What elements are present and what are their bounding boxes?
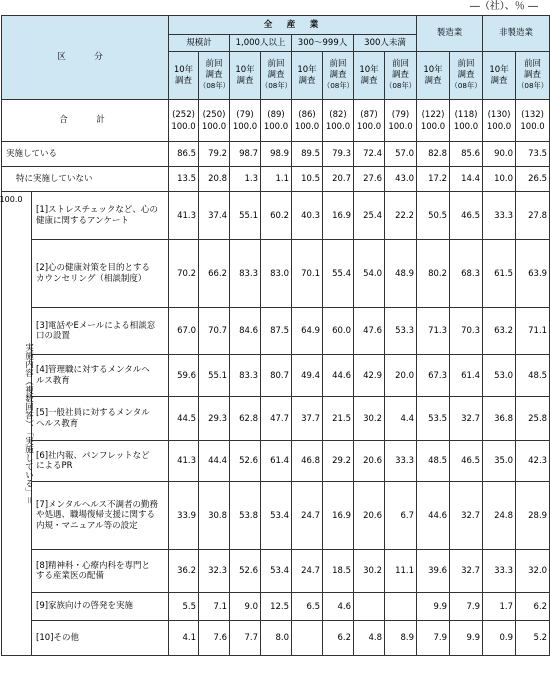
table-row [2, 192, 550, 240]
value-cell: 80.2 [417, 240, 450, 308]
value-cell: 7.9 [450, 593, 483, 621]
total-count: (82) [329, 109, 347, 120]
side-label-value: 100.0 [0, 195, 23, 204]
this-survey-header: 10年 調査 [417, 52, 450, 100]
total-percent: 100.0 [201, 121, 227, 132]
value-cell: 60.2 [261, 192, 292, 240]
value-cell: 24.7 [292, 482, 323, 550]
value-cell: 52.6 [230, 441, 261, 482]
value-cell: 48.5 [417, 441, 450, 482]
value-cell: 55.4 [323, 240, 354, 308]
survey-table [1, 15, 550, 656]
value-cell: 9.9 [450, 621, 483, 656]
value-cell: 44.6 [417, 482, 450, 550]
total-percent: 100.0 [263, 121, 289, 132]
prev-survey-year: （08年） [199, 81, 230, 90]
value-cell: 4.8 [354, 621, 385, 656]
prev-survey-year: （08年） [450, 81, 482, 90]
value-cell: 79.3 [323, 142, 354, 167]
value-cell: 40.3 [292, 192, 323, 240]
value-cell: 20.8 [199, 167, 230, 192]
total-percent: 100.0 [420, 121, 446, 132]
value-cell: 22.2 [385, 192, 417, 240]
total-count: (79) [391, 109, 410, 120]
value-cell: 32.3 [199, 550, 230, 593]
seizougyou-header: 製造業 [417, 16, 483, 52]
this-survey-header: 10年 調査 [354, 52, 385, 100]
value-cell: 71.3 [417, 308, 450, 355]
table-row [2, 167, 550, 192]
value-cell: 63.2 [483, 308, 516, 355]
value-cell: 20.0 [385, 355, 417, 397]
total-row [2, 100, 550, 142]
value-cell: 46.5 [450, 192, 483, 240]
kubun-header: 区 分 [2, 16, 169, 100]
value-cell: 57.0 [385, 142, 417, 167]
total-count: (79) [236, 109, 254, 120]
value-cell: 44.5 [169, 397, 199, 441]
value-cell: 4.4 [385, 397, 417, 441]
value-cell: 72.4 [354, 142, 385, 167]
value-cell: 37.7 [292, 397, 323, 441]
value-cell: 7.1 [199, 593, 230, 621]
value-cell: 85.6 [450, 142, 483, 167]
value-cell: 4.1 [169, 621, 199, 656]
group-header: 300～999人 [292, 35, 354, 52]
table-row [2, 240, 550, 308]
row-label: 特に実施していない [2, 167, 169, 192]
value-cell: 83.3 [230, 240, 261, 308]
value-cell: 53.3 [385, 308, 417, 355]
value-cell: 25.4 [354, 192, 385, 240]
value-cell: 30.2 [354, 397, 385, 441]
group-header: 規模計 [169, 35, 230, 52]
value-cell: 53.5 [417, 397, 450, 441]
total-count: (250) [202, 109, 226, 120]
value-cell: 16.9 [323, 482, 354, 550]
total-count: (122) [421, 109, 445, 120]
value-cell: 87.5 [261, 308, 292, 355]
value-cell: 80.7 [261, 355, 292, 397]
value-cell: 18.5 [323, 550, 354, 593]
total-cell [261, 100, 292, 142]
value-cell: 24.8 [483, 482, 516, 550]
value-cell: 28.9 [516, 482, 550, 550]
value-cell: 83.0 [261, 240, 292, 308]
value-cell: 42.3 [516, 441, 550, 482]
value-cell: 9.0 [230, 593, 261, 621]
value-cell: 73.5 [516, 142, 550, 167]
prev-survey-year: （08年） [261, 81, 292, 90]
item-label: [9]家族向けの啓発を実施 [32, 593, 169, 621]
value-cell: 39.6 [417, 550, 450, 593]
value-cell: 10.5 [292, 167, 323, 192]
value-cell: 33.9 [169, 482, 199, 550]
total-cell [516, 100, 550, 142]
side-label-text: 実施内容（複数回答）、「実施している」＝ [23, 342, 34, 505]
this-survey-header: 10年 調査 [169, 52, 199, 100]
value-cell: 53.4 [261, 482, 292, 550]
item-label: [2]心の健康対策を目的とするカウンセリング（相談制度） [32, 240, 169, 308]
prev-survey-header: 前回 調査 （08年） [450, 52, 483, 100]
hiseizougyou-header: 非製造業 [483, 16, 550, 52]
item-label: [8]精神科・心療内科を専門とする産業医の配備 [32, 550, 169, 593]
side-label [2, 192, 32, 656]
value-cell: 7.9 [417, 621, 450, 656]
value-cell: 8.0 [261, 621, 292, 656]
table-row [2, 593, 550, 621]
value-cell: 61.4 [450, 355, 483, 397]
value-cell: 13.5 [169, 167, 199, 192]
item-label: [10]その他 [32, 621, 169, 656]
value-cell: 61.4 [261, 441, 292, 482]
total-count: (252) [172, 109, 195, 120]
total-percent: 100.0 [453, 121, 479, 132]
total-cell [450, 100, 483, 142]
value-cell: 71.1 [516, 308, 550, 355]
prev-survey-header: 前回 調査 （08年） [199, 52, 230, 100]
value-cell: 83.3 [230, 355, 261, 397]
total-cell [169, 100, 199, 142]
total-percent: 100.0 [294, 121, 320, 132]
prev-survey-year: （08年） [323, 81, 354, 90]
value-cell: 46.5 [450, 441, 483, 482]
value-cell: 48.5 [516, 355, 550, 397]
this-survey-header: 10年 調査 [483, 52, 516, 100]
table-row [2, 441, 550, 482]
total-cell [483, 100, 516, 142]
value-cell: 55.1 [230, 192, 261, 240]
value-cell: 7.6 [199, 621, 230, 656]
value-cell: 86.5 [169, 142, 199, 167]
value-cell: 32.7 [450, 397, 483, 441]
total-percent: 100.0 [520, 121, 545, 132]
total-cell [417, 100, 450, 142]
value-cell: 44.4 [199, 441, 230, 482]
value-cell: 70.7 [199, 308, 230, 355]
group-header: 1,000人以上 [230, 35, 292, 52]
zen-sangyou-header: 全 産 業 [169, 16, 417, 35]
value-cell: 50.5 [417, 192, 450, 240]
total-percent: 100.0 [388, 121, 413, 132]
value-cell: 41.3 [169, 192, 199, 240]
total-count: (87) [360, 109, 378, 120]
value-cell: 26.5 [516, 167, 550, 192]
value-cell: 33.3 [483, 192, 516, 240]
value-cell: 84.6 [230, 308, 261, 355]
prev-survey-year: （08年） [385, 81, 416, 90]
value-cell: 8.9 [385, 621, 417, 656]
value-cell: 29.2 [323, 441, 354, 482]
prev-survey-header: 前回 調査 （08年） [323, 52, 354, 100]
value-cell: 30.8 [199, 482, 230, 550]
prev-survey-header: 前回 調査 （08年） [385, 52, 417, 100]
value-cell: 53.4 [261, 550, 292, 593]
value-cell: 20.6 [354, 441, 385, 482]
value-cell: 46.8 [292, 441, 323, 482]
total-percent: 100.0 [232, 121, 258, 132]
total-cell [199, 100, 230, 142]
value-cell: 48.9 [385, 240, 417, 308]
value-cell: 70.3 [450, 308, 483, 355]
total-cell [354, 100, 385, 142]
value-cell: 29.3 [199, 397, 230, 441]
value-cell: 67.0 [169, 308, 199, 355]
item-label: [4]管理職に対するメンタルヘルス教育 [32, 355, 169, 397]
item-label: [5]一般社員に対するメンタルヘルス教育 [32, 397, 169, 441]
total-cell [230, 100, 261, 142]
value-cell: 53.0 [483, 355, 516, 397]
value-cell: 5.5 [169, 593, 199, 621]
value-cell: 6.5 [292, 593, 323, 621]
value-cell: 98.7 [230, 142, 261, 167]
value-cell: 43.0 [385, 167, 417, 192]
value-cell: 5.2 [516, 621, 550, 656]
value-cell: 36.8 [483, 397, 516, 441]
total-cell [323, 100, 354, 142]
row-label: 実施している [2, 142, 169, 167]
value-cell: 32.0 [516, 550, 550, 593]
item-label: [1]ストレスチェックなど、心の健康に関するアンケート [32, 192, 169, 240]
total-percent: 100.0 [356, 121, 382, 132]
value-cell: 59.6 [169, 355, 199, 397]
value-cell: 63.9 [516, 240, 550, 308]
table-row [2, 621, 550, 656]
total-label: 合 計 [2, 100, 169, 142]
value-cell: 4.6 [323, 593, 354, 621]
value-cell: 36.2 [169, 550, 199, 593]
value-cell: 24.7 [292, 550, 323, 593]
value-cell: 89.5 [292, 142, 323, 167]
value-cell: 62.8 [230, 397, 261, 441]
value-cell: 1.3 [230, 167, 261, 192]
value-cell: 64.9 [292, 308, 323, 355]
value-cell [354, 593, 385, 621]
value-cell: 6.7 [385, 482, 417, 550]
total-percent: 100.0 [486, 121, 512, 132]
value-cell: 17.2 [417, 167, 450, 192]
total-count: (89) [267, 109, 285, 120]
this-survey-header: 10年 調査 [230, 52, 261, 100]
item-label: [7]メンタルヘルス不調者の勤務や処遇、職場復帰支援に関する内規・マニュアル等の設定 [32, 482, 169, 550]
value-cell: 33.3 [483, 550, 516, 593]
value-cell: 52.6 [230, 550, 261, 593]
prev-survey-year: （08年） [517, 81, 548, 90]
value-cell: 9.9 [417, 593, 450, 621]
value-cell: 35.0 [483, 441, 516, 482]
value-cell: 90.0 [483, 142, 516, 167]
table-row [2, 397, 550, 441]
value-cell: 47.6 [354, 308, 385, 355]
value-cell: 98.9 [261, 142, 292, 167]
value-cell: 67.3 [417, 355, 450, 397]
total-percent: 100.0 [171, 121, 196, 132]
value-cell: 16.9 [323, 192, 354, 240]
total-count: (130) [487, 109, 511, 120]
value-cell [292, 621, 323, 656]
value-cell: 14.4 [450, 167, 483, 192]
value-cell: 61.5 [483, 240, 516, 308]
value-cell: 0.9 [483, 621, 516, 656]
value-cell: 44.6 [323, 355, 354, 397]
table-row [2, 482, 550, 550]
value-cell: 66.2 [199, 240, 230, 308]
total-cell [385, 100, 417, 142]
table-row [2, 550, 550, 593]
prev-survey-header: 前回 調査 （08年） [261, 52, 292, 100]
total-percent: 100.0 [325, 121, 351, 132]
value-cell: 79.2 [199, 142, 230, 167]
value-cell: 37.4 [199, 192, 230, 240]
total-count: (86) [298, 109, 316, 120]
value-cell: 7.7 [230, 621, 261, 656]
value-cell: 42.9 [354, 355, 385, 397]
value-cell: 33.3 [385, 441, 417, 482]
value-cell: 1.7 [483, 593, 516, 621]
total-count: (118) [454, 109, 478, 120]
table-row [2, 355, 550, 397]
value-cell: 70.2 [169, 240, 199, 308]
value-cell: 25.8 [516, 397, 550, 441]
value-cell: 20.6 [354, 482, 385, 550]
value-cell: 68.3 [450, 240, 483, 308]
value-cell: 54.0 [354, 240, 385, 308]
prev-survey-header: 前回 調査 （08年） [516, 52, 550, 100]
value-cell: 12.5 [261, 593, 292, 621]
value-cell: 11.1 [385, 550, 417, 593]
table-row [2, 142, 550, 167]
value-cell: 82.8 [417, 142, 450, 167]
value-cell: 32.7 [450, 550, 483, 593]
value-cell: 1.1 [261, 167, 292, 192]
value-cell: 53.8 [230, 482, 261, 550]
value-cell: 21.5 [323, 397, 354, 441]
unit-label: ―（社）、％ ― [469, 1, 538, 12]
value-cell: 47.7 [261, 397, 292, 441]
value-cell: 10.0 [483, 167, 516, 192]
group-header: 300人未満 [354, 35, 417, 52]
total-cell [292, 100, 323, 142]
value-cell: 27.6 [354, 167, 385, 192]
value-cell: 55.1 [199, 355, 230, 397]
this-survey-header: 10年 調査 [292, 52, 323, 100]
value-cell [385, 593, 417, 621]
value-cell: 20.7 [323, 167, 354, 192]
value-cell: 27.8 [516, 192, 550, 240]
value-cell: 6.2 [516, 593, 550, 621]
value-cell: 60.0 [323, 308, 354, 355]
item-label: [6]社内報、パンフレットなどによるPR [32, 441, 169, 482]
value-cell: 6.2 [323, 621, 354, 656]
value-cell: 30.2 [354, 550, 385, 593]
item-label: [3]電話やEメールによる相談窓口の設置 [32, 308, 169, 355]
table-row [2, 308, 550, 355]
value-cell: 49.4 [292, 355, 323, 397]
value-cell: 41.3 [169, 441, 199, 482]
value-cell: 70.1 [292, 240, 323, 308]
total-count: (132) [521, 109, 544, 120]
value-cell: 32.7 [450, 482, 483, 550]
